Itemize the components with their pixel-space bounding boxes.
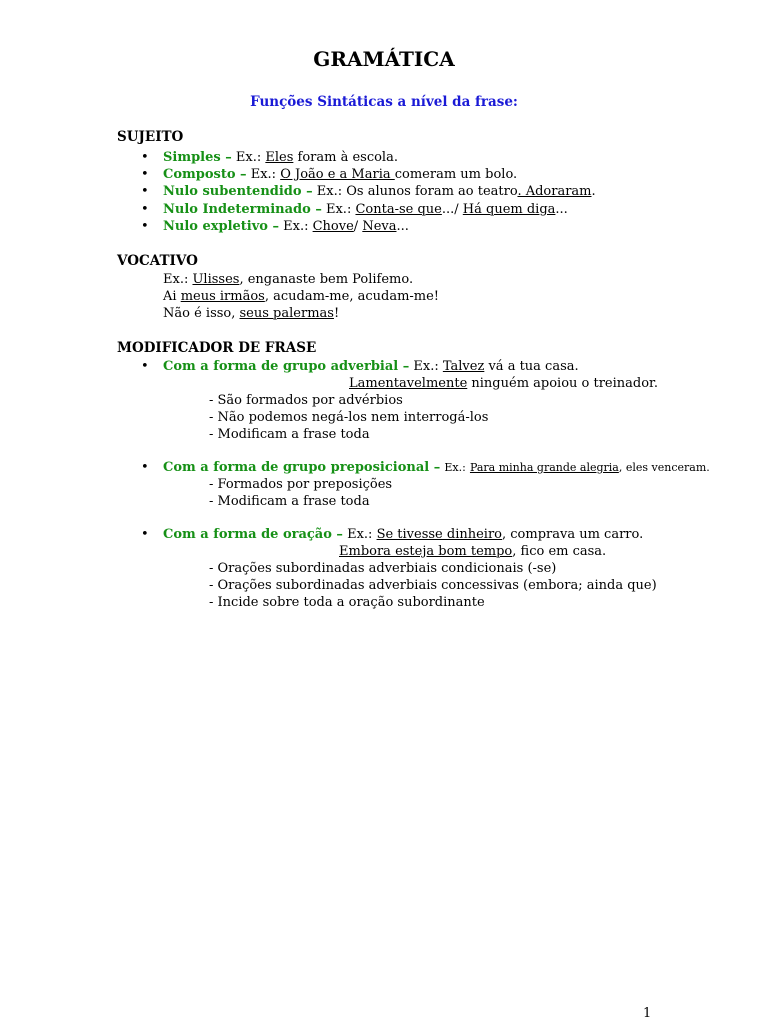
example-text: , enganaste bem Polifemo. [239, 272, 414, 287]
list-item-preposicional [163, 459, 710, 476]
example-prefix: Ex.: [250, 167, 277, 182]
item-label: Nulo subentendido – [163, 184, 313, 199]
note-line: - Modificam a frase toda [209, 427, 370, 442]
note-line: - Não podemos negá-los nem interrogá-los [209, 410, 489, 425]
example-text: Ex.: [163, 272, 193, 287]
example-prefix: Ex.: [316, 184, 343, 199]
bullet-icon: • [141, 460, 149, 475]
example-text: , acudam-me, acudam-me! [264, 289, 440, 304]
list-item-sujeito-nulo-indeterminado [163, 201, 568, 218]
item-label: Com a forma de grupo preposicional – [163, 460, 441, 475]
section-heading-vocativo: VOCATIVO [117, 253, 198, 269]
example-underlined: seus palermas [239, 306, 334, 321]
page-subtitle: Funções Sintáticas a nível da frase: [250, 94, 518, 110]
example-text: , fico em casa. [512, 544, 607, 559]
example-text: foram à escola. [293, 150, 398, 165]
example-text: . [591, 184, 596, 199]
section-heading-modificador: MODIFICADOR DE FRASE [117, 340, 317, 356]
list-item-sujeito-composto [163, 166, 517, 183]
section-heading-sujeito: SUJEITO [117, 129, 184, 145]
example-underlined: Neva [362, 219, 397, 234]
example-text: Os alunos foram ao teatro [342, 184, 518, 199]
example-underlined: Talvez [442, 359, 485, 374]
example-underlined: Ulisses [192, 272, 240, 287]
vocativo-example-line [163, 271, 413, 288]
item-label: Com a forma de grupo adverbial – [163, 359, 410, 374]
example-text: , eles venceram. [618, 461, 710, 474]
example-text: vá a tua casa. [484, 359, 579, 374]
bullet-icon: • [141, 184, 149, 199]
bullet-icon: • [141, 527, 149, 542]
page-title: GRAMÁTICA [313, 47, 455, 71]
example-underlined: meus irmãos [180, 289, 265, 304]
list-item-sujeito-nulo-subentendido [163, 183, 596, 200]
example-text: ... [396, 219, 409, 234]
example-text: / [353, 219, 363, 234]
item-label: Nulo expletivo – [163, 219, 279, 234]
note-line: - Orações subordinadas adverbiais condicionais (-se) [209, 561, 557, 576]
example-underlined: Embora esteja bom tempo [339, 544, 513, 559]
example-text: Não é isso, [163, 306, 240, 321]
example-prefix: Ex.: [444, 461, 466, 474]
example-prefix: Ex.: [235, 150, 262, 165]
bullet-icon: • [141, 359, 149, 374]
list-item-oracao [163, 526, 643, 543]
example-text: ! [333, 306, 340, 321]
item-label: Composto – [163, 167, 247, 182]
item-label: Com a forma de oração – [163, 527, 343, 542]
example-prefix: Ex.: [347, 527, 373, 542]
example-underlined: Eles [265, 150, 294, 165]
example-underlined: O João e a Maria [280, 167, 395, 182]
bullet-icon: • [141, 202, 149, 217]
item-label: Simples – [163, 150, 232, 165]
example-underlined: Conta-se que [355, 202, 442, 217]
example-text: ninguém apoiou o treinador. [467, 376, 658, 391]
example-text: comeram um bolo. [394, 167, 518, 182]
example-underlined: Chove [312, 219, 354, 234]
example-underlined: . Adoraram [517, 184, 592, 199]
example-prefix: Ex.: [283, 219, 309, 234]
note-line: - Orações subordinadas adverbiais concessivas (embora; ainda que) [209, 578, 657, 593]
example-text: Ai [163, 289, 181, 304]
example-text: .../ [441, 202, 463, 217]
list-item-sujeito-nulo-expletivo [163, 218, 409, 235]
bullet-icon: • [141, 150, 149, 165]
item-label: Nulo Indeterminado – [163, 202, 322, 217]
note-line: - São formados por advérbios [209, 393, 403, 408]
note-line: - Formados por preposições [209, 477, 393, 492]
bullet-icon: • [141, 219, 149, 234]
example-text: ... [555, 202, 568, 217]
example-underlined: Para minha grande alegria [469, 461, 619, 474]
oracao-example-line-2 [339, 543, 606, 560]
note-line: - Modificam a frase toda [209, 494, 370, 509]
list-item-sujeito-simples [163, 149, 398, 166]
vocativo-example-line [163, 288, 439, 305]
vocativo-example-line [163, 305, 339, 322]
example-underlined: Se tivesse dinheiro [376, 527, 502, 542]
example-prefix: Ex.: [325, 202, 352, 217]
adverbial-example-line-2 [349, 375, 658, 392]
example-underlined: Há quem diga [462, 202, 556, 217]
example-prefix: Ex.: [413, 359, 439, 374]
page-number: 1 [643, 1006, 652, 1021]
list-item-adverbial [163, 358, 579, 375]
note-line: - Incide sobre toda a oração subordinante [209, 595, 485, 610]
bullet-icon: • [141, 167, 149, 182]
example-text: , comprava um carro. [502, 527, 644, 542]
example-underlined: Lamentavelmente [349, 376, 468, 391]
